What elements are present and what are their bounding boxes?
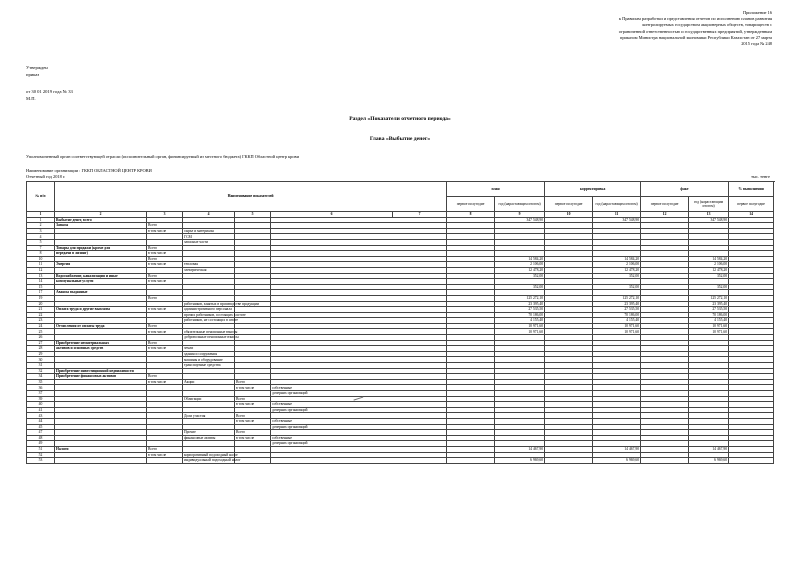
indicator-item: здания и сооружения [183, 351, 235, 357]
fact-cumulative: 23 395,40 [689, 301, 729, 307]
indicator-group: Отчисления от оплаты труда [55, 323, 147, 329]
fact-cumulative: 10 971,60 [689, 329, 729, 335]
row-number: 28 [27, 346, 55, 352]
subheader-cumulative: год (нарастающим итогом) [689, 197, 729, 212]
row-number: 30 [27, 357, 55, 363]
row-number: 31 [27, 363, 55, 369]
row-number: 2 [27, 223, 55, 229]
indicator-subitem: дочерних организаций [271, 407, 447, 413]
indicator-item: обязательные пенсионные взносы [184, 329, 238, 334]
subheader-first-half: первое полугодие [447, 197, 495, 212]
plan-cumulative: 2 106,00 [495, 262, 545, 268]
indicator-group: Оплата труда и другие выплаты [55, 307, 147, 313]
approval-seal: М.П. [26, 96, 36, 101]
corrected-first-half [545, 458, 593, 464]
plan-cumulative: 10 971,60 [495, 329, 545, 335]
row-number: 43 [27, 413, 55, 419]
column-number: 9 [495, 212, 545, 218]
column-number: 11 [593, 212, 641, 218]
plan-cumulative: 23 395,40 [495, 301, 545, 307]
corrected-cumulative: 2 106,00 [593, 262, 641, 268]
indicator-group: Водоснабжение, канализация и иные [55, 273, 147, 279]
reporting-period: Отчетный год 2018 г. [26, 174, 66, 179]
row-number: 20 [27, 301, 55, 307]
fact-cumulative: 10 971,60 [689, 323, 729, 329]
fact-cumulative: 2 106,00 [689, 262, 729, 268]
indicator-item: работников, занятых в производстве продукции [184, 301, 259, 306]
cash-outflow-table [26, 181, 774, 464]
indicator-item: земли [183, 346, 235, 352]
approval-line: приказ [26, 72, 40, 77]
header-plan: план [447, 182, 545, 197]
plan-cumulative: 70 186,00 [495, 312, 545, 318]
corrected-cumulative: 4 155,40 [593, 318, 641, 324]
row-number: 23 [27, 318, 55, 324]
row-number: 45 [27, 424, 55, 430]
indicator-item: Облигации [183, 396, 235, 402]
corrected-cumulative: 23 395,40 [593, 301, 641, 307]
indicator-item: корпоративный подоходный налог [184, 452, 239, 457]
indicator-item: Прочие [183, 430, 235, 436]
row-number: 29 [27, 351, 55, 357]
fact-cumulative: 12 478,20 [689, 267, 729, 273]
annex-line: контролируемых государством акционерных обществ, товариществ с [642, 22, 772, 28]
indicator-subscope: в том числе [235, 418, 271, 424]
row-number: 26 [27, 335, 55, 341]
plan-cumulative: 4 155,40 [495, 318, 545, 324]
indicator-subscope: Всего [235, 413, 271, 419]
indicator-scope: Всего [147, 295, 183, 301]
corrected-cumulative: 70 186,00 [593, 312, 641, 318]
indicator-scope: Всего [147, 323, 183, 329]
indicator-scope: в том числе [147, 379, 183, 385]
indicator-subitem: дочерних организаций [271, 391, 447, 397]
row-number: 12 [27, 267, 55, 273]
row-number: 17 [27, 290, 55, 296]
row-number: 39 [27, 396, 55, 402]
row-number: 41 [27, 407, 55, 413]
indicator-subitem: дочерних организаций [271, 424, 447, 430]
indicator-scope: Всего [147, 374, 183, 380]
column-number: 4 [183, 212, 235, 218]
row-number: 27 [27, 340, 55, 346]
chapter-title: Глава «Выбытие денег» [369, 136, 431, 142]
plan-cumulative: 6 969,60 [495, 458, 545, 464]
column-number: 3 [147, 212, 183, 218]
indicator-scope: Всего [147, 245, 183, 251]
indicator-item: финансовые активы [183, 435, 235, 441]
indicator-scope: в том числе [147, 307, 183, 313]
indicator-subscope: Всего [235, 379, 271, 385]
corrected-cumulative: 14 584,20 [593, 256, 641, 262]
row-number: 11 [27, 262, 55, 268]
column-number: 12 [641, 212, 689, 218]
annex-line: приказом Министра национальной экономики Республики Казахстан от 27 марта [619, 34, 772, 40]
indicator-subitem: собственные [271, 418, 447, 424]
plan-cumulative: 347 548,90 [495, 217, 545, 223]
annex-line: Приложение 16 [742, 10, 772, 15]
indicator-subscope: Всего [235, 396, 271, 402]
indicator-item: работников, не состоящих в штате [184, 318, 239, 323]
indicator-item: Акции [183, 379, 235, 385]
indicator-subscope: в том числе [235, 402, 271, 408]
indicator-item: индивидуальный подоходный налог [184, 458, 241, 463]
column-number: 6 [271, 212, 393, 218]
row-number: 24 [27, 323, 55, 329]
indicator-group: коммунальные услуги [55, 279, 147, 285]
indicator-group: Приобретение инвестиционной недвижимости [55, 368, 147, 374]
row-number: 7 [27, 245, 55, 251]
indicator-scope: в том числе [147, 452, 183, 458]
plan-first-half [447, 458, 495, 464]
table-body [27, 217, 774, 463]
table-header-row [27, 182, 774, 197]
indicator-scope: Всего [147, 446, 183, 452]
plan-cumulative: 352,00 [495, 273, 545, 279]
corrected-cumulative: 352,00 [593, 273, 641, 279]
indicator-scope: Всего [147, 256, 183, 262]
column-number: 10 [545, 212, 593, 218]
row-number: 14 [27, 279, 55, 285]
indicator-subitem: собственные [271, 402, 447, 408]
approval-order: от 30 01 2019 года № 33 [26, 89, 73, 94]
row-number: 8 [27, 251, 55, 257]
subheader-first-half: первое полугодие [641, 197, 689, 212]
column-number: 13 [689, 212, 729, 218]
row-number: 34 [27, 374, 55, 380]
row-number: 40 [27, 402, 55, 408]
row-number: 44 [27, 418, 55, 424]
indicator-scope: Всего [147, 223, 183, 229]
corrected-cumulative: 6 969,60 [593, 458, 641, 464]
fact-cumulative: 6 969,60 [689, 458, 729, 464]
plan-cumulative: 27 535,50 [495, 307, 545, 313]
row-number: 32 [27, 368, 55, 374]
row-number: 47 [27, 430, 55, 436]
row-number: 52 [27, 452, 55, 458]
row-number: 22 [27, 312, 55, 318]
plan-cumulative: 14 584,20 [495, 256, 545, 262]
row-number: 21 [27, 307, 55, 313]
fact-cumulative: 125 272,10 [689, 295, 729, 301]
organization-name: Наименование организации : ГККП ОБЛАСТНОЙ ЦЕНТР КРОВИ [26, 168, 152, 173]
indicator-item: электрическая [183, 267, 235, 273]
indicator-subscope: в том числе [235, 385, 271, 391]
indicator-group [55, 458, 147, 464]
column-number: 1 [27, 212, 55, 218]
row-number: 4 [27, 234, 55, 240]
percent-first-half [729, 458, 774, 464]
indicator-subscope: Всего [235, 430, 271, 436]
corrected-cumulative: 125 272,10 [593, 295, 641, 301]
indicator-group: Приобретение финансовых активов [55, 374, 147, 380]
approval-block [26, 64, 73, 102]
indicator-subscope: в том числе [235, 435, 271, 441]
indicator-item: административного персонала [183, 307, 235, 313]
indicator-subitem [271, 458, 447, 464]
subheader-cumulative: год (нарастающим итогом) [593, 197, 641, 212]
annex-line: 2015 года № 248 [741, 41, 772, 47]
column-number: 8 [447, 212, 495, 218]
indicator-scope [147, 458, 183, 464]
row-number: 53 [27, 458, 55, 464]
indicator-item: сырье и материалы [183, 228, 235, 234]
plan-cumulative: 10 971,60 [495, 323, 545, 329]
annex-line: ограниченной ответственностью и государственных предприятий, утвержденным [618, 28, 772, 34]
indicator-group: Энергия [55, 262, 147, 268]
indicator-item: добровольные пенсионные взносы [184, 335, 239, 340]
fact-cumulative: 352,00 [689, 273, 729, 279]
column-number: 14 [729, 212, 774, 218]
indicator-group: Приобретение нематериальных [55, 340, 147, 346]
indicator-group: активов и основных средств [55, 346, 147, 352]
indicator-group: Запасы [55, 223, 147, 229]
indicator-scope: в том числе [147, 346, 183, 352]
fact-cumulative: 14 584,20 [689, 256, 729, 262]
header-num: № п/п [27, 182, 55, 212]
corrected-cumulative: 10 971,60 [593, 323, 641, 329]
approval-line: Утвержден [26, 65, 48, 70]
row-number: 51 [27, 446, 55, 452]
fact-cumulative: 14 467,90 [689, 446, 729, 452]
indicator-scope: Всего [147, 273, 183, 279]
indicator-scope: в том числе [147, 228, 183, 234]
row-number: 3 [27, 228, 55, 234]
row-number: 25 [27, 329, 55, 335]
indicator-group: Выбытие денег, всего [55, 217, 147, 223]
subheader-cumulative: год (нарастающим итогом) [495, 197, 545, 212]
header-percent: % выполнения [729, 182, 774, 197]
indicator-item: Доли участия [183, 413, 235, 419]
row-number: 13 [27, 273, 55, 279]
indicator-scope: Всего [147, 340, 183, 346]
header-indicator: Наименование показателей [55, 182, 447, 212]
column-number: 5 [235, 212, 271, 218]
fact-first-half [641, 458, 689, 464]
header-corrected: корректировка [545, 182, 641, 197]
indicator-group: передачи в лизинг) [55, 251, 147, 257]
row-number: 36 [27, 385, 55, 391]
fact-cumulative: 27 535,50 [689, 307, 729, 313]
indicator-subitem: дочерних организаций [271, 441, 447, 447]
row-number: 5 [27, 239, 55, 245]
corrected-cumulative: 27 535,50 [593, 307, 641, 313]
annex-note [552, 10, 772, 47]
plan-cumulative: 12 478,20 [495, 267, 545, 273]
unit-label: тыс. тенге [751, 174, 770, 179]
column-number: 2 [55, 212, 147, 218]
fact-cumulative: 352,00 [689, 284, 729, 290]
indicator-item: ГСМ [183, 234, 235, 240]
plan-cumulative: 352,00 [495, 284, 545, 290]
indicator-item: транспортные средства [183, 363, 235, 369]
row-number: 1 [27, 217, 55, 223]
subheader-first-half: первое полугодие [729, 197, 774, 212]
corrected-cumulative: 14 467,90 [593, 446, 641, 452]
corrected-cumulative: 12 478,20 [593, 267, 641, 273]
indicator-group: Товары для продажи (кроме для [55, 245, 147, 251]
row-number: 35 [27, 379, 55, 385]
row-number: 37 [27, 391, 55, 397]
plan-cumulative: 125 272,10 [495, 295, 545, 301]
fact-cumulative: 4 155,40 [689, 318, 729, 324]
column-number: 7 [393, 212, 447, 218]
indicator-subitem: собственные [271, 435, 447, 441]
indicator-group: Налоги [55, 446, 147, 452]
header-fact: факт [641, 182, 729, 197]
indicator-subitem: собственные [271, 385, 447, 391]
plan-cumulative: 14 467,90 [495, 446, 545, 452]
row-number: 49 [27, 441, 55, 447]
indicator-item: прочих работников, состоящих в штате [184, 312, 246, 317]
indicator-scope: в том числе [147, 262, 183, 268]
corrected-cumulative: 10 971,60 [593, 329, 641, 335]
indicator-item: тепловая [183, 262, 235, 268]
subheader-first-half: первое полугодие [545, 197, 593, 212]
fact-cumulative: 70 186,00 [689, 312, 729, 318]
indicator-scope: в том числе [147, 251, 183, 257]
indicator-item: запасные части [183, 239, 235, 245]
indicator-scope: в том числе [147, 329, 183, 335]
indicator-group: Авансы выданные [55, 290, 147, 296]
section-title: Раздел «Показатели отчетного периода» [349, 116, 451, 122]
annex-line: к Правилам разработки и представления отчетов по исполнению планов развития [618, 16, 772, 22]
row-number: 10 [27, 256, 55, 262]
authority-line: Уполномоченный орган соответствующей отрасли (исполнительный орган, финансируемый из местного бюджета) ГККП Областной центр крови [26, 154, 299, 159]
row-number: 15 [27, 284, 55, 290]
indicator-scope: в том числе [147, 279, 183, 285]
corrected-cumulative: 352,00 [593, 284, 641, 290]
indicator-item: машины и оборудование [183, 357, 235, 363]
row-number: 19 [27, 295, 55, 301]
table-row [27, 458, 774, 464]
corrected-cumulative: 347 548,90 [593, 217, 641, 223]
fact-cumulative: 347 548,90 [689, 217, 729, 223]
row-number: 48 [27, 435, 55, 441]
